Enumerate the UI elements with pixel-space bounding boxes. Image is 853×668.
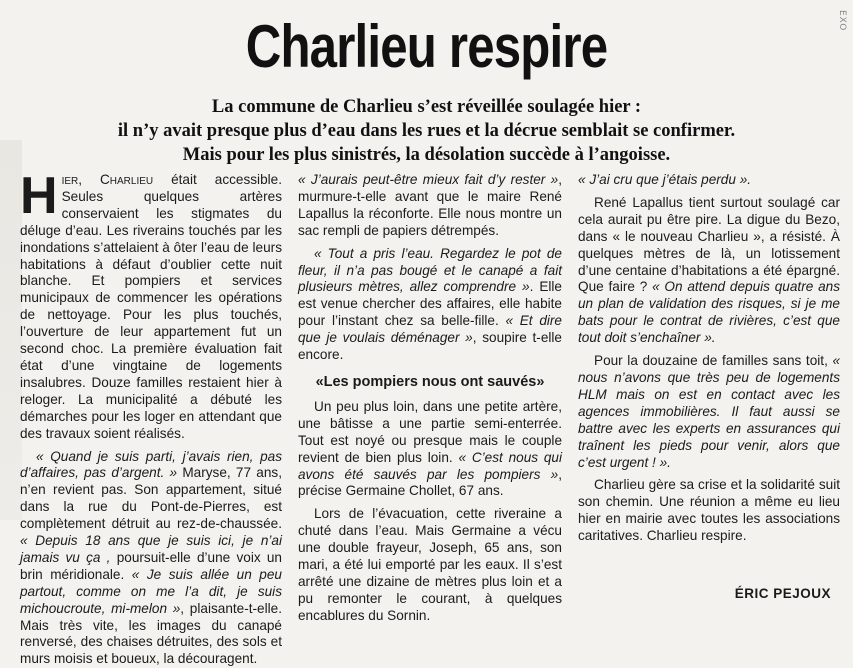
text: poursuit-elle d’une voix un brin méridionale. [20,550,282,582]
article-column-3 [578,172,840,545]
quote: « J’ai cru que j’étais perdu ». [578,172,751,187]
deck-line: Mais pour les plus sinistrés, la désolation succède à l’angoisse. [60,143,793,167]
paragraph [578,172,840,189]
quote: « Quand je suis parti, j’avais rien, pas d’affaires, pas d’argent. » [20,449,282,481]
text: Maryse, 77 ans, n’en revient pas. Son appartement, situé dans la rue du Pont-de-Pierres, est complètement détruit au rez-de-chaussée. [20,465,282,531]
article-column-1 [20,172,282,668]
paragraph [298,246,562,364]
paragraph [298,399,562,500]
adjacent-page-edge [0,140,22,520]
dropcap: H [20,174,58,218]
headline: Charlieu respire [77,12,776,82]
text: Un peu plus loin, dans une petite artère, une bâtisse a une partie semi-enterrée. Tout est noyé ou presque mais le couple revient de bien plus loin. [298,399,562,465]
text: Charlieu gère sa crise et la solidarité suit son chemin. Une réunion a même eu lieu hier en mairie avec toutes les associations caritatives. Charlieu respire. [578,477,840,543]
text: , précise Germaine Chollet, 67 ans. [298,467,562,499]
paragraph [578,477,840,545]
text: , soupire t-elle encore. [298,330,562,362]
text: , murmure-t-elle avant que le maire René Lapallus la réconforte. Elle nous montre un sac rempli de papiers détrempés. [298,172,562,238]
text: . Elle est venue chercher des affaires, elle habite pour l’instant chez sa belle-fille. [298,279,562,328]
lead-paragraph [20,172,282,443]
paragraph [298,506,562,624]
quote: « C’est nous qui avons été sauvés par les pompiers » [298,450,562,482]
deck [60,95,793,167]
paragraph [578,195,840,347]
text: , plaisante-t-elle. Mais très vite, les images du canapé renversé, des chaises détruites, des sols et murs moisis et boueux, la découragent. [20,601,282,667]
quote: « nous n’avons que très peu de logements HLM mais on est en contact avec les agences immobilières. Il faut aussi se battre avec les experts en assurances qui traînent les pieds pour venir, alors que c’est urgent ! ». [578,353,840,469]
paragraph [298,172,562,240]
quote: « Je suis allée un peu partout, comme on me l’a dit, je suis michoucroute, mi-melon » [20,567,282,616]
lead-text: était accessible. Seules quelques artères conservaient les stigmates du déluge d’eau. Les riverains touchés par les inondations s’attelaient à ôter l’eau de leurs habitations à défaut d’oublier cette nuit blanche. Et pompiers et services municipaux de commencer les opérations de nettoyage. Pour les plus touchés, l’ouverture de leur appartement fut un second choc. La première évaluation fait état d’une vingtaine de logements insalubres. Douze familles restaient hier à reloger. La municipalité a débuté les démarches pour les loger en attendant que des travaux soient réalisés. [20,172,282,441]
deck-line: il n’y avait presque plus d’eau dans les rues et la décrue semblait se confirmer. [60,119,793,143]
quote: « Depuis 18 ans que je suis ici, je n’ai jamais vu ça , [20,533,282,565]
text: Pour la douzaine de familles sans toit, [594,353,832,368]
quote: « On attend depuis quatre ans un plan de validation des risques, si je me bats pour le contrat de rivières, c’est que tout doit s’enchaîner ». [578,279,840,345]
quote: « J’aurais peut-être mieux fait d’y rester » [298,172,558,187]
subheading: «Les pompiers nous ont sauvés» [298,374,562,391]
article-column-2 [298,172,562,625]
deck-line: La commune de Charlieu s’est réveillée soulagée hier : [60,95,793,119]
lead-smallcaps: ier, Charlieu [62,172,154,187]
paragraph [578,353,840,471]
text: Lors de l’évacuation, cette riveraine a chuté dans l’eau. Mais Germaine a vécu une double frayeur, Joseph, 65 ans, son mari, a été lui emporté par les eaux. Il s’est arrêté une dizaine de mètres plus loin et a pu remonter le courant, à quelques encablures du Sornin. [298,506,562,622]
byline: ÉRIC PEJOUX [735,586,831,601]
edge-mark: EXO [837,10,847,31]
text: René Lapallus tient surtout soulagé car cela aurait pu être pire. La digue du Bezo, dans « le nouveau Charlieu », a résisté. À quelques mètres de là, un lotissement d’une centaine d’habitations a été épargné. Que faire ? [578,195,840,295]
quote: « Tout a pris l’eau. Regardez le pot de fleur, il n’a pas bougé et le canapé a fait plusieurs mètres, allez comprendre » [298,246,562,295]
quote: « Et dire que je voulais déménager » [298,313,562,345]
paragraph [20,449,282,668]
